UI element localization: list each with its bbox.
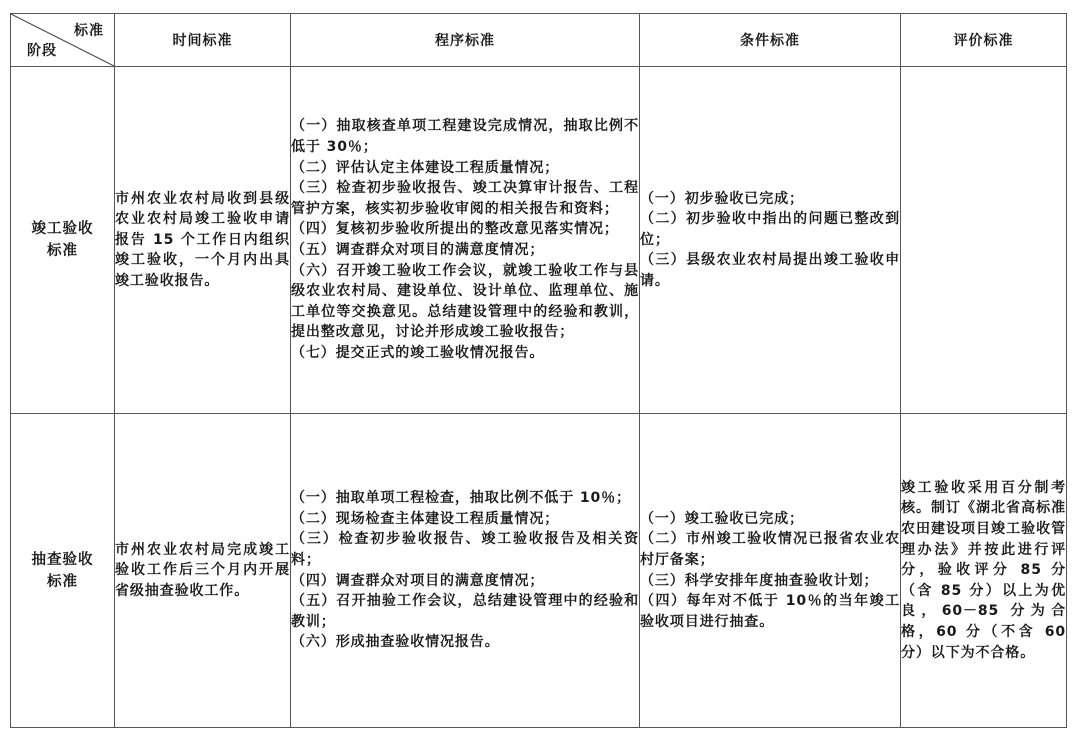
stage-label-line: 抽查验收: [31, 551, 94, 568]
header-stage-label: 阶段: [27, 43, 57, 59]
procedure-item: （六）形成抽查验收情况报告。: [291, 634, 500, 651]
column-header-time: 时间标准: [115, 14, 291, 67]
stage-cell: [11, 67, 115, 414]
condition-standard-cell: [640, 414, 901, 728]
procedure-item: （三）检查初步验收报告、竣工验收报告及相关资料；: [291, 531, 639, 568]
column-header-conditions: 条件标准: [640, 14, 901, 67]
condition-item: （三）科学安排年度抽查验收计划；: [640, 572, 879, 589]
condition-item: （一）竣工验收已完成；: [640, 510, 804, 527]
time-standard-cell: 市州农业农村局完成竣工验收工作后三个月内开展省级抽查验收工作。: [115, 414, 291, 728]
procedure-item: （七）提交正式的竣工验收情况报告。: [291, 344, 545, 361]
condition-item: （四）每年对不低于 10％的当年竣工验收项目进行抽查。: [640, 593, 900, 630]
header-standard-label: 标准: [74, 23, 104, 39]
procedure-item: （一）抽取单项工程检查，抽取比例不低于 10％；: [291, 490, 631, 507]
evaluation-standard-cell: 竣工验收采用百分制考核。制订《湖北省高标准农田建设项目竣工验收管理办法》并按此进行评分，验收评分 85 分（含 85 分）以上为优良，60－85 分为合格，60 分（不含 60 分）以下为不合格。: [901, 414, 1067, 728]
procedure-item: （三）检查初步验收报告、竣工决算审计报告、工程管护方案，核实初步验收审阅的相关报告和资料；: [291, 180, 639, 217]
table-row: [11, 67, 1067, 414]
procedure-item: （四）调查群众对项目的满意度情况；: [291, 572, 545, 589]
table-row: [11, 414, 1067, 728]
stage-label-line: 标准: [47, 573, 78, 590]
condition-standard-cell: [640, 67, 901, 414]
diagonal-header-cell: [11, 14, 115, 67]
stage-cell: [11, 414, 115, 728]
stage-label-line: 标准: [47, 243, 78, 259]
procedure-item: （五）召开抽验工作会议，总结建设管理中的经验和教训；: [291, 593, 639, 630]
procedure-standard-cell: [291, 67, 640, 414]
condition-item: （三）县级农业农村局提出竣工验收申请。: [640, 252, 900, 289]
stage-label-line: 竣工验收: [31, 221, 94, 237]
procedure-item: （二）现场检查主体建设工程质量情况；: [291, 510, 560, 527]
procedure-item: （一）抽取核查单项工程建设完成情况，抽取比例不低于 30％；: [291, 118, 639, 156]
procedure-item: （四）复核初步验收所提出的整改意见落实情况；: [291, 221, 619, 238]
header-row: [11, 14, 1067, 67]
procedure-item: （二）评估认定主体建设工程质量情况；: [291, 159, 560, 176]
procedure-item: （六）召开竣工验收工作会议，就竣工验收工作与县级农业农村局、建设单位、设计单位、监理单位、施工单位等交换意见。总结建设管理中的经验和教训，提出整改意见，讨论并形成竣工验收报告；: [291, 262, 639, 341]
condition-item: （一）初步验收已完成；: [640, 190, 804, 207]
condition-item: （二）市州竣工验收情况已报省农业农村厅备案；: [640, 531, 900, 568]
condition-item: （二）初步验收中指出的问题已整改到位；: [640, 211, 900, 248]
evaluation-standard-cell: [901, 67, 1067, 414]
procedure-item: （五）调查群众对项目的满意度情况；: [291, 242, 545, 258]
acceptance-standards-table: [10, 13, 1067, 728]
time-standard-cell: 市州农业农村局收到县级农业农村局竣工验收申请报告 15 个工作日内组织竣工验收，一个月内出具竣工验收报告。: [115, 67, 291, 414]
procedure-standard-cell: [291, 414, 640, 728]
column-header-evaluation: 评价标准: [901, 14, 1067, 67]
column-header-procedure: 程序标准: [291, 14, 640, 67]
